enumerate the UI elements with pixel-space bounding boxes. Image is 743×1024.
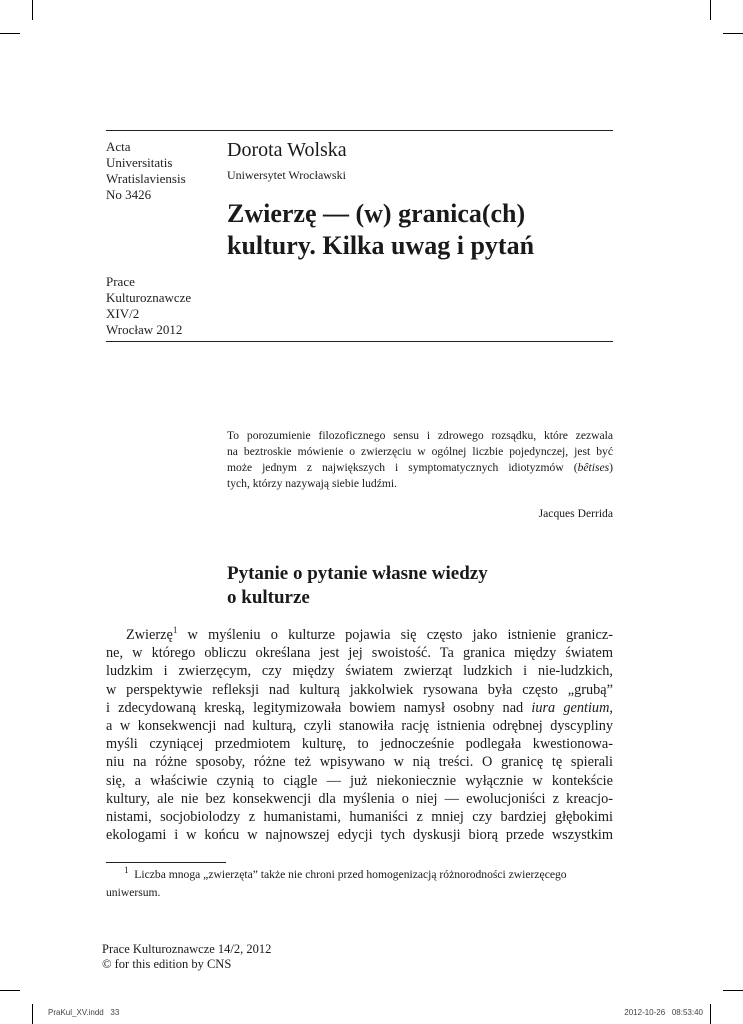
publication-line: Kulturoznawcze	[106, 290, 192, 305]
epigraph-line: tych, którzy nazywają siebie ludźmi.	[227, 477, 397, 490]
publication-line: XIV/2	[106, 306, 140, 321]
article-title	[227, 198, 534, 262]
crop-mark-top-left-v	[32, 0, 33, 20]
series-line: No 3426	[106, 187, 152, 202]
footer-citation: Prace Kulturoznawcze 14/2, 2012	[102, 942, 272, 956]
crop-mark-bottom-right-v	[710, 1004, 711, 1024]
journal-series-block	[106, 139, 186, 203]
series-line: Wratislaviensis	[106, 171, 186, 186]
body-line: a w konsekwencji nad kulturą, czyli stanowiła rację istnienia odrębnej dyscypliny	[106, 718, 613, 735]
header-top-rule	[106, 130, 613, 131]
slug-filename: PraKul_XV.indd 33	[48, 1008, 120, 1017]
footnote-line: $^1$ Liczba mnoga „zwierzęta” także nie chroni przed homogenizacją różnorodności zwierzęcego	[124, 865, 567, 881]
page-footer	[102, 942, 271, 972]
footnote-ref[interactable]: 1	[172, 625, 178, 636]
series-line: Universitatis	[106, 155, 173, 170]
crop-mark-bottom-right-h	[723, 990, 743, 991]
body-line: niu na różne sposoby, różne też wpisywano w nią treści. O granicę tę spierali	[106, 754, 613, 771]
body-line: kultury, ale nie bez konsekwencji dla myślenia o niej — ewolucjoniści z kreacjo-	[106, 790, 613, 807]
body-line: ekologami i w końcu w najnowszej edycji tych dyskusji biorą przede wszystkim	[106, 827, 613, 844]
body-line: ne, w którego obliczu określana jest jej swoistość. Ta granica między światem	[106, 645, 613, 662]
publication-line: Wrocław 2012	[106, 322, 183, 337]
section-heading-line: Pytanie o pytanie własne wiedzy	[227, 563, 488, 584]
title-line: kultury. Kilka uwag i pytań	[227, 231, 535, 260]
body-paragraph	[106, 626, 613, 844]
journal-publication-block	[106, 274, 191, 338]
body-line: i zdecydowaną kreską, legitymizowała bowiem namysł osobny nad iura gentium,	[106, 699, 613, 716]
crop-mark-top-left-h	[0, 33, 20, 34]
footer-copyright: © for this edition by CNS	[102, 957, 232, 971]
crop-mark-bottom-left-v	[32, 1004, 33, 1024]
crop-mark-top-right-v	[710, 0, 711, 20]
section-heading-line: o kulturze	[227, 587, 310, 608]
epigraph-line: na beztroskie mówienie o zwierzęciu w ogólnej liczbie pojedynczej, jest być	[227, 445, 613, 458]
footnote-number: 1	[124, 865, 129, 876]
body-line: w perspektywie refleksji nad kulturą jakkolwiek rysowana była często „grubą”	[106, 681, 613, 698]
section-heading	[227, 562, 488, 610]
footnote-separator	[106, 862, 226, 863]
crop-mark-bottom-left-h	[0, 990, 20, 991]
footnote-line: uniwersum.	[106, 886, 161, 899]
slug-timestamp: 2012-10-26 08:53:40	[624, 1008, 703, 1017]
header-bottom-rule	[106, 341, 613, 342]
body-line: ludzkim i zwierzęcym, czy między światem zwierząt ludzkich i nie-ludzkich,	[106, 663, 613, 680]
body-line: Zwierzę$^1$ w myśleniu o kulturze pojawia się często jako istnienie granicz-	[126, 625, 613, 643]
epigraph-attribution: Jacques Derrida	[538, 507, 613, 520]
epigraph-line: może jednym z największych i symptomatycznych idiotyzmów (bêtises)	[227, 461, 613, 474]
footnote	[106, 866, 613, 902]
epigraph	[227, 428, 613, 492]
author-affiliation: Uniwersytet Wrocławski	[227, 168, 346, 182]
body-line: się, a właściwie czynią to ciągle — już niekoniecznie wyłącznie w kontekście	[106, 772, 613, 789]
body-line: myśli czyniącej przedmiotem kulturę, to jednocześnie podlegała kwestionowa-	[106, 736, 613, 753]
publication-line: Prace	[106, 274, 135, 289]
body-line: nistami, socjobiolodzy z humanistami, humaniści z mniej czy bardziej głębokimi	[106, 809, 613, 826]
title-line: Zwierzę — (w) granica(ch)	[227, 199, 526, 228]
crop-mark-top-right-h	[723, 33, 743, 34]
series-line: Acta	[106, 139, 131, 154]
author-name: Dorota Wolska	[227, 139, 347, 161]
epigraph-line: To porozumienie filozoficznego sensu i zdrowego rozsądku, które zezwala	[227, 429, 613, 442]
